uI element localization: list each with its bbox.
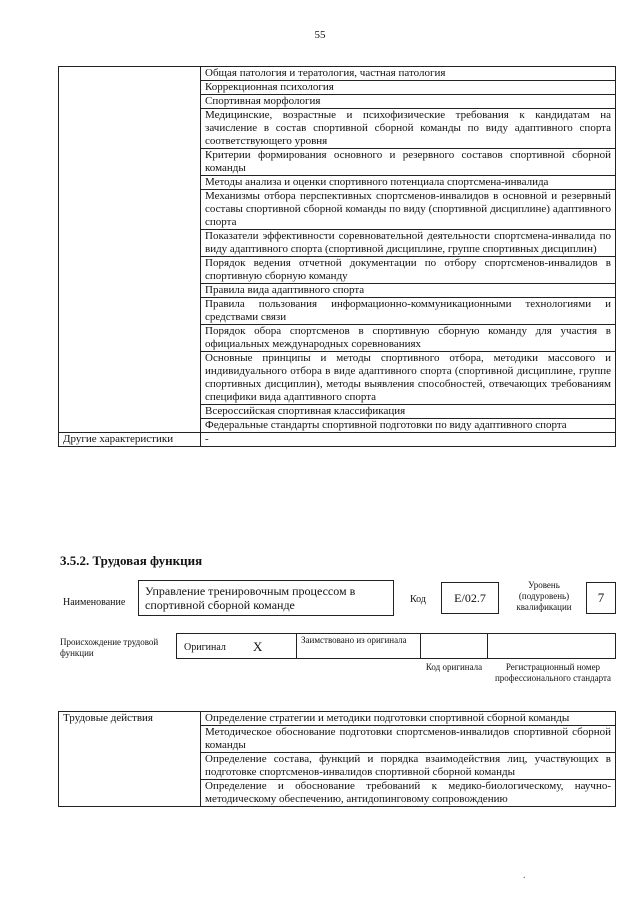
table-row: Методическое обоснование подготовки спортсменов-инвалидов спортивной сборной команды [201, 726, 616, 753]
table-row: Основные принципы и методы спортивного отбора, методики массового и индивидуального отбора в виде адаптивного спорта (спортивной дисциплине, группе спортивных дисциплин), методы выявления способностей, отвечающих требованиям специфики вида адаптивного спорта [201, 352, 616, 405]
code-label: Код [410, 594, 426, 605]
origin-divider [487, 633, 488, 659]
table-row: Механизмы отбора перспективных спортсменов-инвалидов в основной и резервный составы спортивной сборной команды по виду (спортивной дисциплине) адаптивного спорта [201, 190, 616, 230]
labor-actions-label: Трудовые действия [59, 712, 201, 807]
table-row: Порядок ведения отчетной документации по отбору спортсменов-инвалидов в спортивную сборную команду [201, 257, 616, 284]
origin-divider [296, 633, 297, 659]
code-caption: Код оригинала [425, 662, 483, 672]
table-row: Определение и обоснование требований к медико-биологическому, научно-методическому обеспечению, антидопинговому сопровождению [201, 780, 616, 807]
table-row: Коррекционная психология [201, 81, 616, 95]
reg-caption: Регистрационный номер профессионального стандарта [494, 662, 612, 683]
table-row: Медицинские, возрастные и психофизические требования к кандидатам на зачисление в состав спортивной сборной команды по виду адаптивного спорта соответствующего уровня [201, 109, 616, 149]
footer-mark: . [523, 870, 526, 881]
table-row: Определение стратегии и методики подготовки спортивной сборной команды [201, 712, 616, 726]
other-characteristics-value: - [201, 433, 616, 447]
table-row: Федеральные стандарты спортивной подготовки по виду адаптивного спорта [201, 419, 616, 433]
knowledge-table [58, 66, 616, 447]
original-mark: X [253, 639, 263, 654]
table-row: Правила пользования информационно-коммуникационными технологиями и средствами связи [201, 298, 616, 325]
knowledge-label-cell [59, 67, 201, 433]
labor-actions-table [58, 711, 616, 807]
table-row: Всероссийская спортивная классификация [201, 405, 616, 419]
table-row: Порядок обора спортсменов в спортивную сборную команду для участия в официальных международных соревнованиях [201, 325, 616, 352]
origin-divider [420, 633, 421, 659]
name-value: Управление тренировочным процессом в спортивной сборной команде [145, 584, 356, 612]
code-value: E/02.7 [441, 582, 499, 614]
other-characteristics-label: Другие характеристики [59, 433, 201, 447]
table-row: Определение состава, функций и порядка взаимодействия лиц, участвующих в подготовке спортсменов-инвалидов спортивной сборной команды [201, 753, 616, 780]
table-row: Методы анализа и оценки спортивного потенциала спортсмена-инвалида [201, 176, 616, 190]
page-number: 55 [314, 29, 326, 41]
level-label: Уровень (подуровень) квалификации [516, 580, 572, 612]
table-row: Общая патология и тератология, частная патология [201, 67, 616, 81]
table-row: Показатели эффективности соревновательной деятельности спортсмена-инвалида по виду адаптивного спорта (спортивной дисциплине, группе спортивных дисциплин) [201, 230, 616, 257]
section-title: 3.5.2. Трудовая функция [60, 553, 203, 568]
table-row: Правила вида адаптивного спорта [201, 284, 616, 298]
level-value: 7 [586, 582, 616, 614]
borrowed-label: Заимствовано из оригинала [301, 635, 407, 645]
original-label: Оригинал [184, 642, 226, 653]
name-value-box [138, 580, 394, 616]
table-row: Критерии формирования основного и резервного составов спортивной сборной команды [201, 149, 616, 176]
name-label: Наименование [63, 597, 126, 608]
table-row: Спортивная морфология [201, 95, 616, 109]
origin-label: Происхождение трудовой функции [60, 637, 159, 658]
